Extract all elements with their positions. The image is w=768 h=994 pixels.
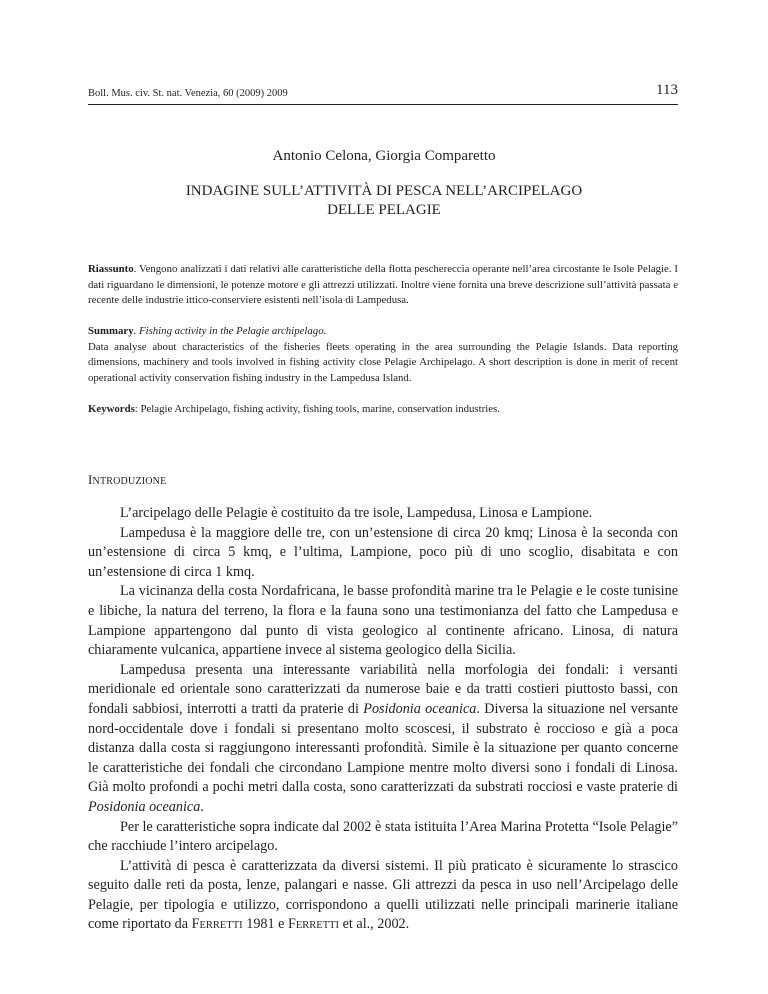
keywords — [88, 402, 678, 418]
paragraph-6-part-a: L’attività di pesca è caratterizzata da diversi sistemi. Il più praticato è sicuramente lo strascico seguito dalle reti da posta, lenze, palangari e nasse. Gli attrezzi da pesca in uso nell’Arcipelago delle Pelagie, per tipologia e utilizzo, corrispondono a quelli utilizzati nelle principali marinerie italiane come riportato da — [88, 857, 678, 933]
paragraph-3: La vicinanza della costa Nordafricana, le basse profondità marine tra le Pelagie e le coste tunisine e libiche, la natura del terreno, la flora e la fauna sono una testimonianza del fatto che Lampedusa e Lampione appartengono dal punto di vista geologico al continente africano. Linosa, di natura chiaramente vulcanica, appartiene invece al sistema geologico della Sicilia. — [88, 583, 678, 659]
riassunto-label: Riassunto — [88, 263, 134, 275]
paragraph-2: Lampedusa è la maggiore delle tre, con un’estensione di circa 20 kmq; Linosa è la seconda con un’estensione di circa 5 kmq, e l’ultima, Lampione, poco più di uno scoglio, disabitata e con un’estensione di circa 1 kmq. — [88, 524, 678, 580]
paragraph-4-part-a: Lampedusa presenta una interessante variabilità nella morfologia dei fondali: i versanti meridionale ed orientale sono caratterizzati da numerose baie e da tratti costieri piuttosto bassi, con fondali sabbiosi, interrotti a tratti da praterie di — [88, 661, 678, 717]
title-line-1: INDAGINE SULL’ATTIVITÀ DI PESCA NELL’ARCIPELAGO — [185, 183, 583, 199]
reference-1-initial: F — [191, 916, 200, 933]
paragraph-6 — [88, 857, 678, 936]
journal-header: Boll. Mus. civ. St. nat. Venezia, 60 (2009) 2009 — [88, 88, 288, 99]
section-heading-rest: NTRODUZIONE — [92, 476, 167, 487]
header-rule — [88, 104, 678, 105]
body-text — [88, 504, 678, 936]
title-line-2: DELLE PELAGIE — [327, 202, 441, 218]
paragraph-6-part-b: 1981 e — [242, 916, 288, 933]
paragraph-1: L’arcipelago delle Pelagie è costituito da tre isole, Lampedusa, Linosa e Lampione. — [120, 505, 593, 521]
reference-2-rest: ERRETTI — [295, 920, 340, 932]
summary-title: . Fishing activity in the Pelagie archipelago. — [133, 325, 327, 337]
reference-1-rest: ERRETTI — [199, 920, 243, 932]
species-name: Posidonia oceanica — [88, 798, 201, 815]
paragraph-5: Per le caratteristiche sopra indicate dal 2002 è stata istituita l’Area Marina Protetta “Isole Pelagie” che racchiude l’intero arcipelago. — [88, 818, 678, 855]
summary — [88, 324, 678, 386]
authors: Antonio Celona, Giorgia Comparetto — [272, 148, 496, 164]
paragraph-4-part-c: . — [200, 798, 204, 815]
riassunto — [88, 262, 678, 309]
section-heading-initial: I — [88, 472, 93, 487]
paper-title — [0, 182, 768, 220]
paragraph-4 — [88, 661, 678, 818]
paragraph-4-part-b: . Diversa la situazione nel versante nord-occidentale dove i fondali si presentano molto scoscesi, il substrato è roccioso e già a poca distanza dalla costa si raggiungono interessanti profondità. Simile è la situazione per quanto concerne le caratteristiche dei fondali che circondano Lampione mentre molto diversi sono i fondali di Linosa. Già molto profondi a pochi metri dalla costa, sono caratterizzati da substrati rocciosi e vaste praterie di — [88, 700, 678, 796]
summary-text: Data analyse about characteristics of the fisheries fleets operating in the area surrounding the Pelagie Islands. Data reporting dimensions, machinery and tools involved in fishing activity close Pelagie Archipelago. A short description is done in merit of recent operational activity conservation fishing industry in the Lampedusa Island. — [88, 340, 678, 384]
keywords-text: : Pelagie Archipelago, fishing activity, fishing tools, marine, conservation industries. — [134, 403, 500, 415]
section-heading — [88, 472, 166, 488]
species-name: Posidonia oceanica — [363, 700, 477, 717]
paragraph-6-part-c: et al., 2002. — [339, 916, 410, 933]
page-number: 113 — [656, 82, 678, 98]
reference-2-initial: F — [288, 916, 296, 933]
keywords-label: Keywords — [88, 403, 135, 415]
riassunto-text: . Vengono analizzati i dati relativi alle caratteristiche della flotta peschereccia operante nell’area circostante le Isole Pelagie. I dati riguardano le dimensioni, le potenze motore e gli attrezzi utilizzati. Inoltre viene fornita una breve descrizione sull’attività passata e recente delle industrie ittico-conserviere esistenti nell’isola di Lampedusa. — [88, 263, 678, 306]
summary-label: Summary — [88, 325, 134, 337]
